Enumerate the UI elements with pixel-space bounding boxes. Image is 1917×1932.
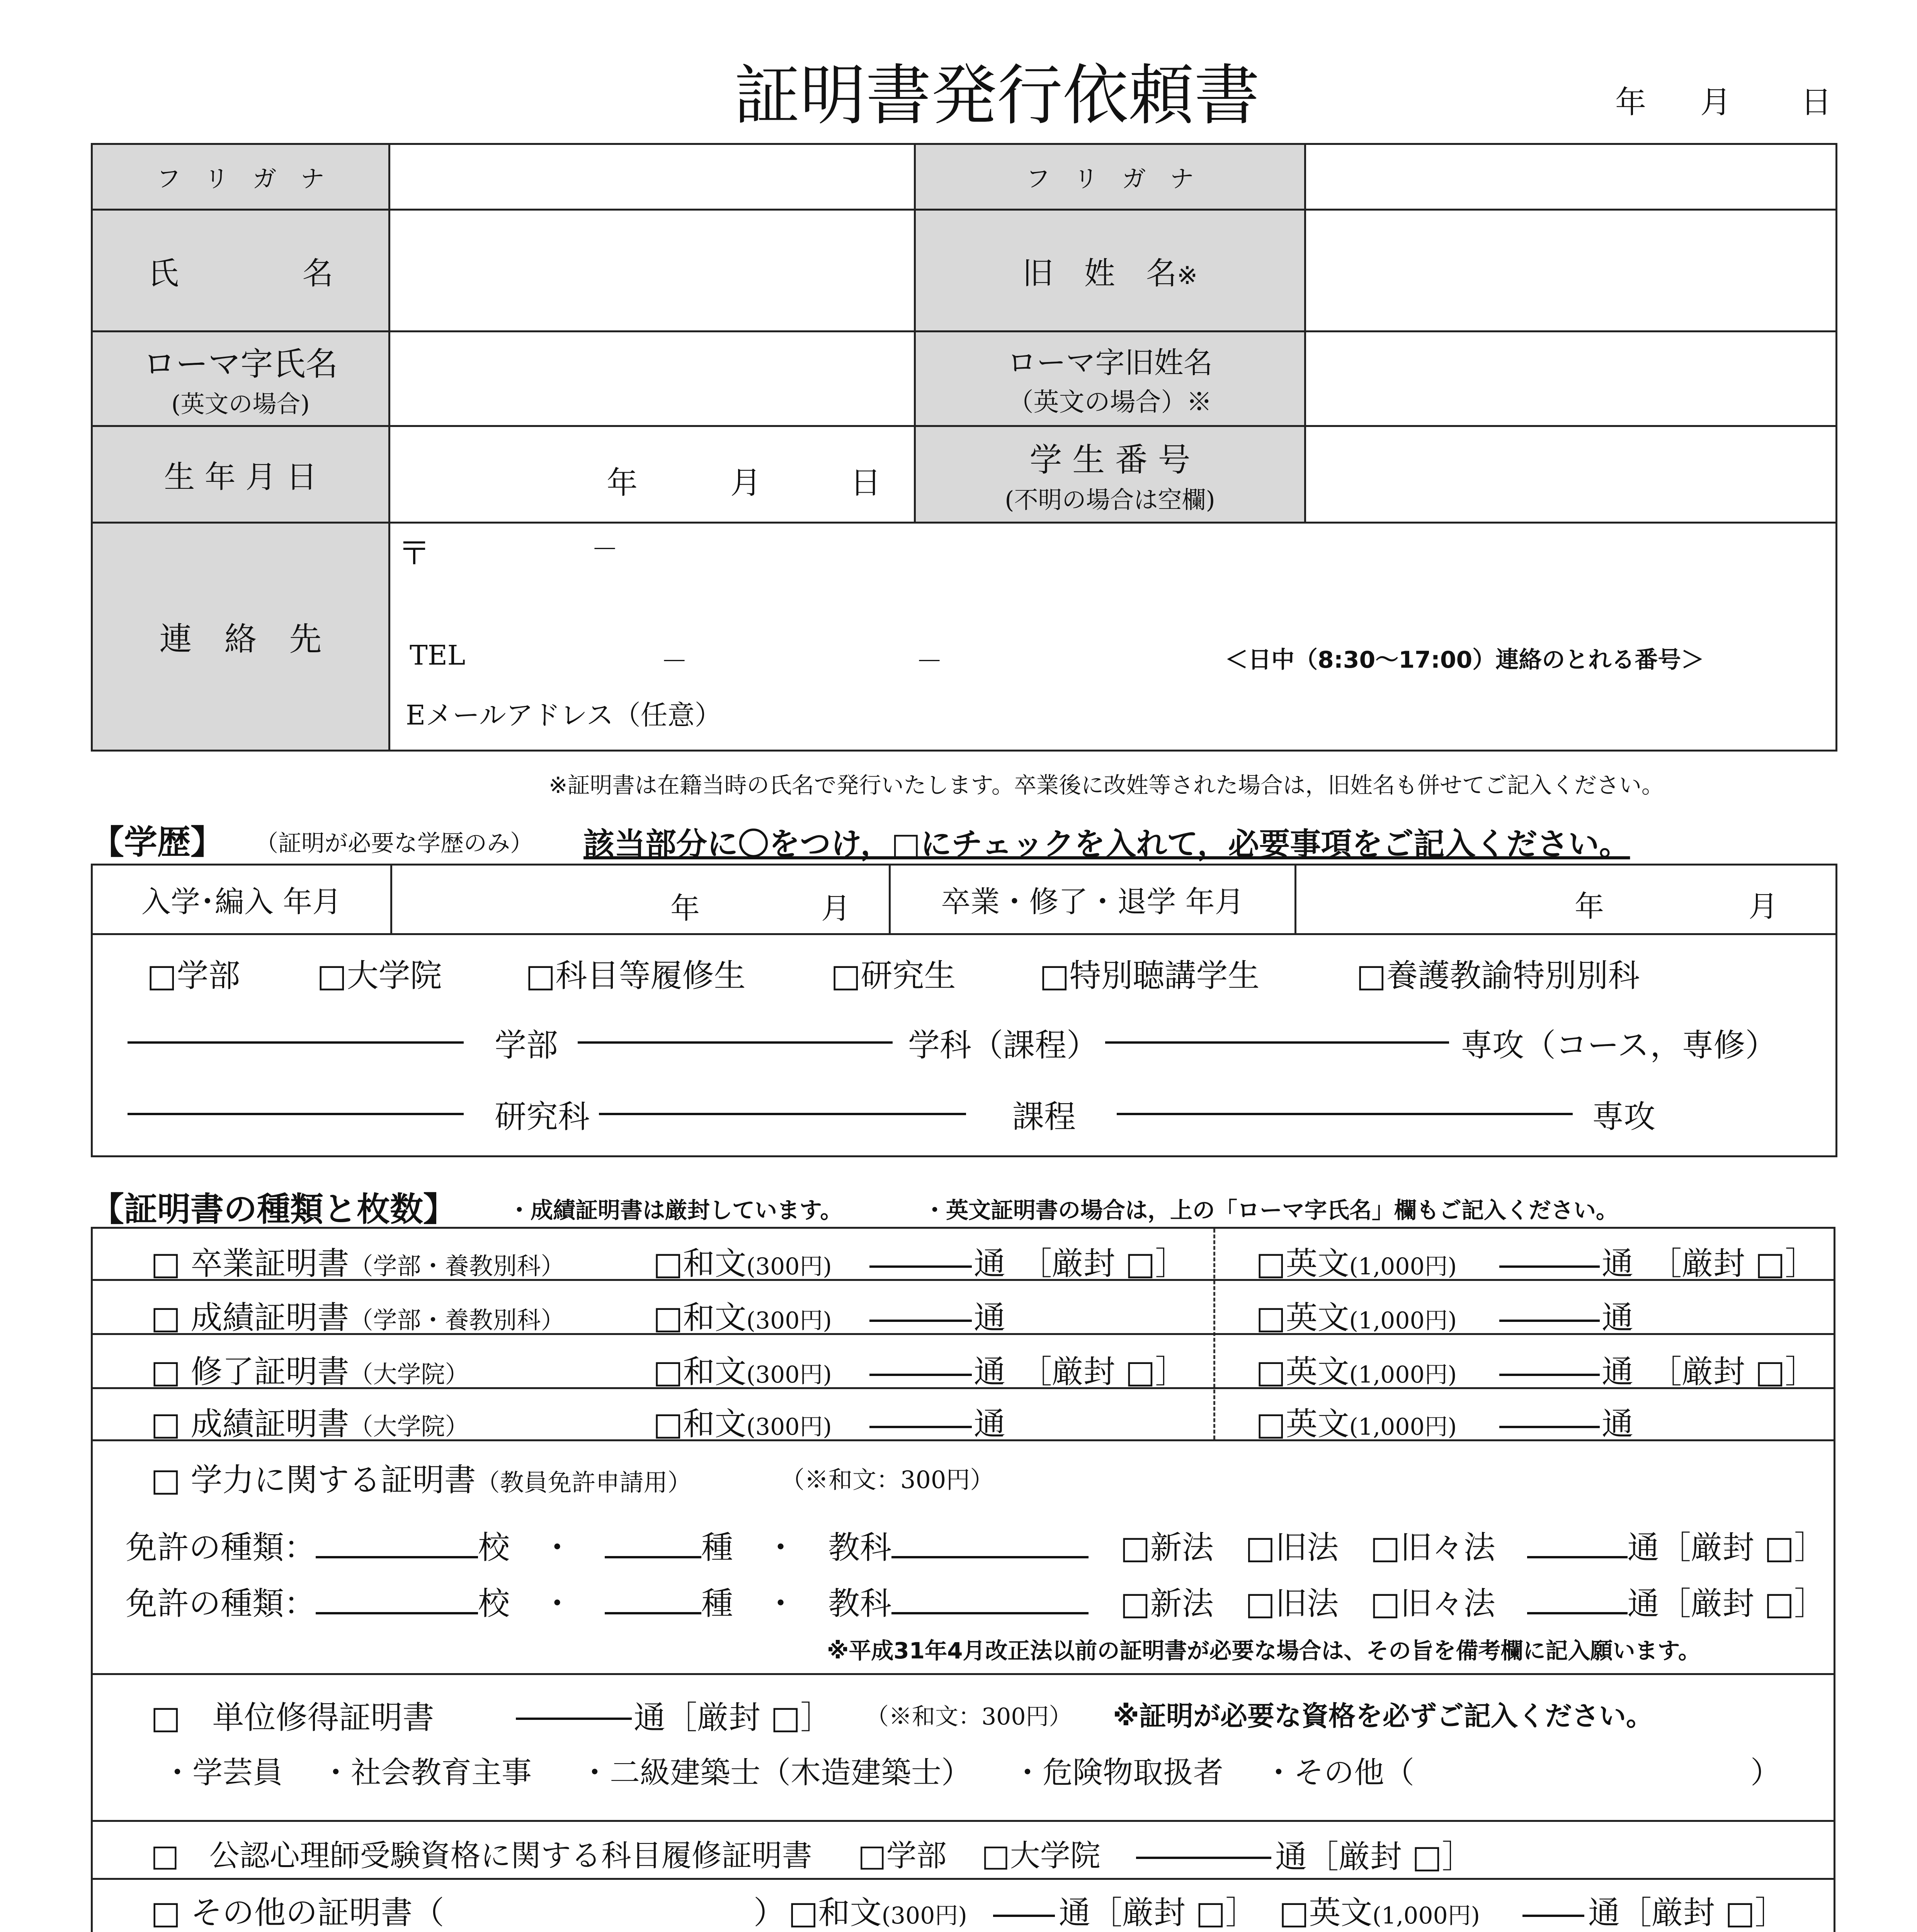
cert-transcript-ug[interactable]: □ 成績証明書（学部・養教別科） <box>151 1299 565 1336</box>
cert-other-en-seal[interactable]: ［厳封 □］ <box>1620 1895 1787 1931</box>
cert-psych-grad[interactable]: □大学院 <box>981 1838 1101 1873</box>
education-heading: 【学歴】 <box>91 823 224 862</box>
type-special-student[interactable]: □特別聴講学生 <box>1039 957 1260 994</box>
cert-row-line-7 <box>91 1878 1835 1880</box>
qual-curator[interactable]: ・学芸員 <box>162 1755 283 1790</box>
major-field[interactable] <box>1105 1022 1449 1044</box>
cert-unit-note: ※証明が必要な資格を必ずご記入ください。 <box>1113 1700 1653 1732</box>
education-detail <box>92 934 1837 1156</box>
education-table <box>91 864 1837 1157</box>
qual-other[interactable]: ・その他（ <box>1264 1755 1415 1790</box>
grad-school-field[interactable] <box>128 1094 464 1115</box>
license-1-old[interactable]: □旧法 <box>1245 1529 1339 1566</box>
qual-social-education[interactable]: ・社会教育主事 <box>321 1755 532 1790</box>
cert-unit-seal[interactable]: ［厳封 □］ <box>665 1699 832 1736</box>
cert-transcript-ug-en-count[interactable] <box>1499 1300 1600 1322</box>
cert-transcript-grad-jp-tsu: 通 <box>974 1406 1006 1442</box>
qual-hazmat[interactable]: ・危険物取扱者 <box>1012 1755 1224 1790</box>
cert-ability-price: （※和文：300円） <box>781 1466 994 1494</box>
type-grad-school[interactable]: □大学院 <box>317 957 442 994</box>
education-heading-sub: （証明が必要な学歴のみ） <box>255 830 533 857</box>
cert-completion-jp-count[interactable] <box>869 1354 972 1376</box>
birth-input[interactable] <box>390 426 915 523</box>
cert-other-jp-seal[interactable]: ［厳封 □］ <box>1090 1895 1257 1931</box>
license-2-old[interactable]: □旧法 <box>1245 1585 1339 1622</box>
enroll-month: 月 <box>821 891 850 925</box>
page-title: 証明書発行依頼書 <box>734 58 1260 134</box>
cert-transcript-ug-en[interactable]: □英文(1,000円) <box>1256 1299 1457 1336</box>
license-1-seal[interactable]: ［厳封 □］ <box>1659 1529 1826 1566</box>
cert-ability[interactable]: □ 学力に関する証明書（教員免許申請用） <box>151 1462 692 1498</box>
dept-label: 学科（課程） <box>908 1027 1099 1064</box>
name-input[interactable] <box>390 210 915 332</box>
cert-other[interactable]: □ その他の証明書（ <box>151 1895 444 1931</box>
cert-transcript-ug-jp-tsu: 通 <box>974 1299 1006 1336</box>
course-field[interactable] <box>599 1094 966 1115</box>
birth-year: 年 <box>607 465 638 501</box>
tel-label: TEL <box>410 639 466 671</box>
cert-graduation-en-seal[interactable]: ［厳封 □］ <box>1650 1245 1817 1282</box>
license-2-count[interactable] <box>1527 1593 1628 1614</box>
license-2-seal[interactable]: ［厳封 □］ <box>1659 1585 1826 1622</box>
student-no-input[interactable] <box>1305 426 1837 523</box>
cert-graduation-jp-seal[interactable]: ［厳封 □］ <box>1020 1245 1187 1282</box>
cert-psych[interactable]: □ 公認心理師受験資格に関する科目履修証明書 <box>151 1838 812 1873</box>
birth-day: 日 <box>850 465 881 501</box>
course-label: 課程 <box>1012 1099 1076 1135</box>
grad-month: 月 <box>1749 889 1778 923</box>
cert-transcript-grad-en[interactable]: □英文(1,000円) <box>1256 1406 1457 1442</box>
cert-transcript-ug-jp[interactable]: □和文(300円) <box>653 1299 832 1336</box>
cert-graduation-en-count[interactable] <box>1499 1246 1600 1268</box>
certs-heading: 【証明書の種類と枚数】 <box>91 1190 456 1229</box>
cert-completion-en[interactable]: □英文(1,000円) <box>1256 1354 1457 1390</box>
enroll-label: 入学･編入 年月 <box>92 865 391 934</box>
cert-other-jp-count[interactable] <box>993 1895 1055 1917</box>
cert-unit[interactable]: □ 単位修得証明書 <box>151 1699 434 1736</box>
cert-other-jp-tsu: 通［厳封 □］ <box>1059 1895 1257 1931</box>
cert-unit-price: （※和文：300円） <box>866 1703 1072 1730</box>
cert-row-line-5 <box>91 1673 1835 1675</box>
grad-label: 卒業・修了・退学 年月 <box>890 865 1296 934</box>
qual-other-close: ） <box>1750 1755 1781 1790</box>
cert-psych-faculty[interactable]: □学部 <box>858 1838 947 1873</box>
major-label: 専攻（コース，専修） <box>1461 1027 1777 1064</box>
cert-psych-tsu: 通［厳封 □］ <box>1275 1838 1474 1875</box>
furigana-old-input[interactable] <box>1305 144 1837 210</box>
grad-year: 年 <box>1575 889 1604 923</box>
cert-other-en-count[interactable] <box>1522 1895 1584 1917</box>
contact-input[interactable] <box>390 523 1837 751</box>
license-1-older[interactable]: □旧々法 <box>1370 1529 1495 1566</box>
type-faculty[interactable]: □学部 <box>147 957 240 994</box>
grad-school-label: 研究科 <box>495 1099 590 1135</box>
cert-completion-en-count[interactable] <box>1499 1354 1600 1376</box>
cert-graduation-jp-tsu: 通 <box>974 1245 1006 1282</box>
license-2-new[interactable]: □新法 <box>1120 1585 1214 1622</box>
dept-field[interactable] <box>578 1022 893 1044</box>
type-nursing-course[interactable]: □養護教諭特別別科 <box>1356 957 1640 994</box>
certs-note1: ・成績証明書は厳封しています。 <box>508 1197 843 1223</box>
tel-note: ＜日中（8:30～17:00）連絡のとれる番号＞ <box>1225 646 1704 673</box>
cert-completion[interactable]: □ 修了証明書（大学院） <box>151 1354 469 1390</box>
cert-completion-jp[interactable]: □和文(300円) <box>653 1354 832 1390</box>
cert-transcript-grad-jp-count[interactable] <box>869 1406 972 1428</box>
license-1-type[interactable] <box>605 1537 701 1558</box>
cert-completion-en-tsu: 通 <box>1602 1354 1634 1390</box>
license-row-2: 免許の種類： 校 ・ 種 ・ 教科 □新法 □旧法 □旧々法 通［厳封 □］ <box>126 1585 1826 1622</box>
cert-other-en-tsu: 通［厳封 □］ <box>1588 1895 1787 1931</box>
personal-info-table <box>91 143 1837 752</box>
name-note: ※証明書は在籍当時の氏名で発行いたします。卒業後に改姓等された場合は，旧姓名も併せてご記入ください。 <box>549 772 1664 798</box>
cert-transcript-ug-en-tsu: 通 <box>1602 1299 1634 1336</box>
cert-graduation-en-tsu: 通 <box>1602 1245 1634 1282</box>
cert-unit-count[interactable] <box>516 1698 632 1720</box>
faculty-field[interactable] <box>128 1022 464 1044</box>
cert-transcript-grad-jp[interactable]: □和文(300円) <box>653 1406 832 1442</box>
cert-completion-en-seal[interactable]: ［厳封 □］ <box>1650 1354 1817 1390</box>
cert-graduation-jp-count[interactable] <box>869 1246 972 1268</box>
name-label: 氏 名 <box>92 210 390 332</box>
license-row-1: 免許の種類： 校 ・ 種 ・ 教科 □新法 □旧法 □旧々法 通［厳封 □］ <box>126 1529 1826 1566</box>
major2-field[interactable] <box>1117 1094 1573 1115</box>
cert-unit-tsu: 通［厳封 □］ <box>634 1699 832 1736</box>
tel-dash-2: － <box>916 645 943 677</box>
cert-other-close: ） <box>754 1895 786 1931</box>
major2-label: 専攻 <box>1592 1099 1656 1135</box>
certs-note2: ・英文証明書の場合は，上の「ローマ字氏名」欄もご記入ください。 <box>924 1197 1619 1223</box>
cert-psych-seal[interactable]: ［厳封 □］ <box>1307 1838 1474 1875</box>
qual-architect[interactable]: ・二級建築士（木造建築士） <box>580 1755 972 1790</box>
faculty-label: 学部 <box>495 1027 558 1064</box>
postal-dash: － <box>591 533 618 565</box>
cert-graduation-en[interactable]: □英文(1,000円) <box>1256 1245 1457 1282</box>
cert-graduation[interactable]: □ 卒業証明書（学部・養教別科） <box>151 1245 565 1282</box>
cert-other-en[interactable]: □英文(1,000円) <box>1279 1895 1480 1931</box>
license-2-older[interactable]: □旧々法 <box>1370 1585 1495 1622</box>
cert-psych-count[interactable] <box>1136 1837 1271 1859</box>
roman-name-label: ローマ字氏名 (英文の場合) <box>92 332 390 426</box>
date-year-label: 年 <box>1615 84 1646 120</box>
cert-transcript-grad-en-count[interactable] <box>1499 1406 1600 1428</box>
date-day-label: 日 <box>1801 84 1832 120</box>
email-label: Eメールアドレス（任意） <box>406 699 722 731</box>
birth-label: 生 年 月 日 <box>92 426 390 523</box>
license-2-type[interactable] <box>605 1593 701 1614</box>
roman-old-name-input[interactable] <box>1305 332 1837 426</box>
student-no-label: 学 生 番 号 (不明の場合は空欄) <box>915 426 1305 523</box>
cert-graduation-jp[interactable]: □和文(300円) <box>653 1245 832 1282</box>
postal-mark: 〒 <box>398 534 431 572</box>
roman-name-input[interactable] <box>390 332 915 426</box>
cert-row-line-6 <box>91 1820 1835 1822</box>
date-month-label: 月 <box>1700 84 1731 120</box>
old-name-input[interactable] <box>1305 210 1837 332</box>
furigana-label: フ リ ガ ナ <box>92 144 390 210</box>
old-name-label: 旧 姓 名※ <box>915 210 1305 332</box>
type-research-student[interactable]: □研究生 <box>831 957 956 994</box>
cert-transcript-ug-jp-count[interactable] <box>869 1300 972 1322</box>
cert-completion-jp-tsu: 通 <box>974 1354 1006 1390</box>
birth-month: 月 <box>730 465 761 501</box>
tel-dash-1: － <box>661 645 688 677</box>
furigana-old-label: フ リ ガ ナ <box>915 144 1305 210</box>
education-instruction: 該当部分に〇をつけ，□にチェックを入れて，必要事項をご記入ください。 <box>583 826 1630 862</box>
license-1-subject[interactable] <box>891 1537 1089 1558</box>
roman-old-name-label: ローマ字旧姓名 （英文の場合）※ <box>915 332 1305 426</box>
furigana-input[interactable] <box>390 144 915 210</box>
enroll-year: 年 <box>670 891 700 925</box>
cert-completion-jp-seal[interactable]: ［厳封 □］ <box>1020 1354 1187 1390</box>
license-1-count[interactable] <box>1527 1537 1628 1558</box>
cert-transcript-grad-en-tsu: 通 <box>1602 1406 1634 1442</box>
type-credit-student[interactable]: □科目等履修生 <box>526 957 746 994</box>
license-2-subject[interactable] <box>891 1593 1089 1614</box>
enroll-input[interactable] <box>391 865 890 934</box>
license-1-school[interactable] <box>316 1537 478 1558</box>
grad-input[interactable] <box>1296 865 1837 934</box>
contact-label: 連 絡 先 <box>92 523 390 751</box>
license-2-school[interactable] <box>316 1593 478 1614</box>
cert-transcript-grad[interactable]: □ 成績証明書（大学院） <box>151 1406 469 1442</box>
license-1-new[interactable]: □新法 <box>1120 1529 1214 1566</box>
license-note: ※平成31年4月改正法以前の証明書が必要な場合は、その旨を備考欄に記入願います。 <box>827 1638 1701 1664</box>
cert-other-jp[interactable]: □和文(300円) <box>788 1895 967 1931</box>
